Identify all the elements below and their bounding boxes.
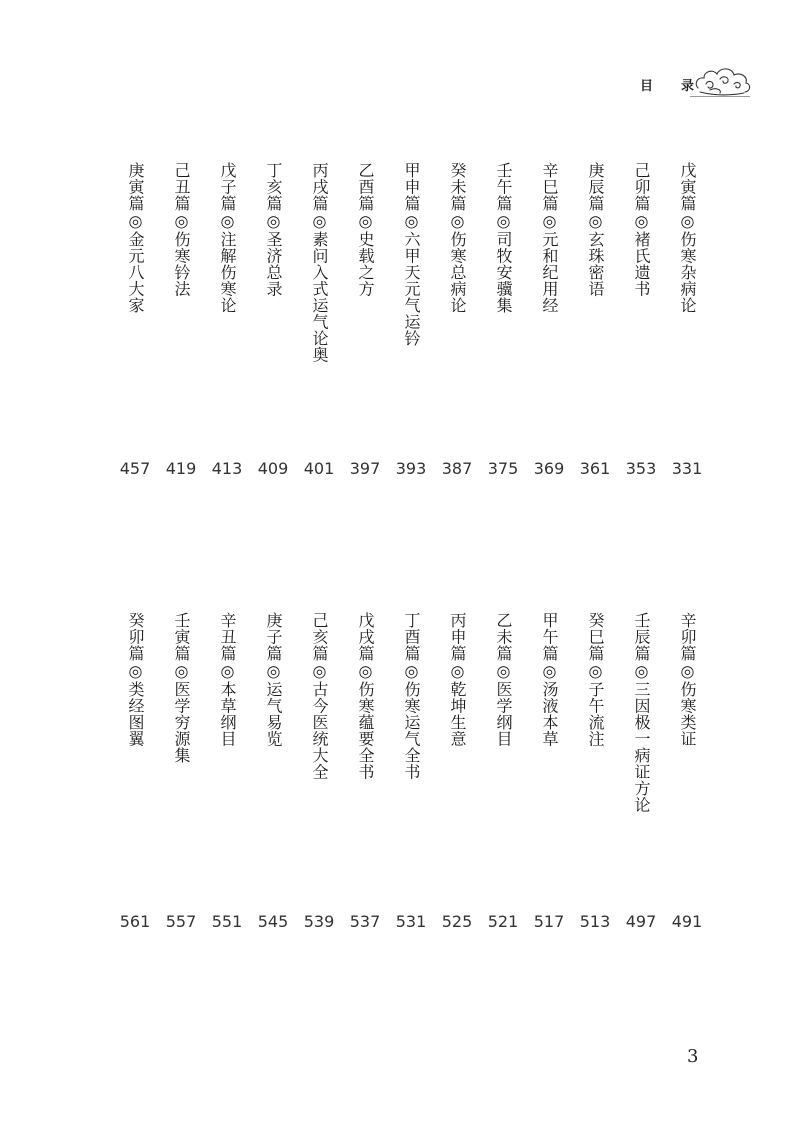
toc-entry-title: 壬午篇◎司牧安骥集	[494, 162, 513, 314]
toc-entry-title: 甲午篇◎汤液本草	[540, 612, 559, 747]
toc-entry-title: 丙戌篇◎素问入式运气论奥	[310, 162, 329, 363]
toc-entry-page: 393	[395, 459, 427, 478]
toc-entry[interactable]	[211, 612, 243, 931]
toc-entry-title: 戊子篇◎注解伤寒论	[218, 162, 237, 314]
toc-entry[interactable]	[257, 162, 289, 478]
toc-entry-title: 丙申篇◎乾坤生意	[448, 612, 467, 747]
toc-entry[interactable]	[579, 612, 611, 931]
toc-entry-title: 辛丑篇◎本草纲目	[218, 612, 237, 747]
toc-entry-page: 551	[211, 912, 243, 931]
toc-entry-title: 戊寅篇◎伤寒杂病论	[678, 162, 697, 314]
toc-entry[interactable]	[303, 612, 335, 931]
toc-header-char-1: 目	[640, 78, 654, 94]
toc-entry-title: 戊戌篇◎伤寒蕴要全书	[356, 612, 375, 780]
toc-entry[interactable]	[671, 162, 703, 478]
toc-entry[interactable]	[625, 612, 657, 931]
toc-entry-title: 己丑篇◎伤寒钤法	[172, 162, 191, 297]
toc-entry-page: 525	[441, 912, 473, 931]
toc-entry[interactable]	[441, 162, 473, 478]
page-number: 3	[687, 1046, 699, 1067]
toc-entry-title: 癸卯篇◎类经图翼	[126, 612, 145, 747]
toc-entry[interactable]	[533, 612, 565, 931]
toc-entry-page: 401	[303, 459, 335, 478]
toc-entry-page: 413	[211, 459, 243, 478]
toc-entry-page: 369	[533, 459, 565, 478]
toc-entry-title: 丁酉篇◎伤寒运气全书	[402, 612, 421, 780]
toc-entry[interactable]	[579, 162, 611, 478]
toc-entry-page: 557	[165, 912, 197, 931]
toc-entry-title: 乙酉篇◎史载之方	[356, 162, 375, 297]
toc-entry[interactable]	[441, 612, 473, 931]
toc-entry[interactable]	[533, 162, 565, 478]
toc-entry-page: 361	[579, 459, 611, 478]
toc-entry-page: 497	[625, 912, 657, 931]
toc-entry-page: 537	[349, 912, 381, 931]
toc-entry-page: 545	[257, 912, 289, 931]
toc-entry[interactable]	[349, 612, 381, 931]
toc-entry-title: 辛卯篇◎伤寒类证	[678, 612, 697, 747]
toc-entry-title: 甲申篇◎六甲天元气运钤	[402, 162, 421, 347]
toc-entry-page: 521	[487, 912, 519, 931]
toc-entry-page: 409	[257, 459, 289, 478]
toc-entry[interactable]	[119, 162, 151, 478]
toc-entry[interactable]	[395, 162, 427, 478]
toc-entry[interactable]	[119, 612, 151, 931]
toc-entry-title: 庚辰篇◎玄珠密语	[586, 162, 605, 297]
toc-entry[interactable]	[395, 612, 427, 931]
toc-entry-page: 457	[119, 459, 151, 478]
toc-entry-page: 561	[119, 912, 151, 931]
toc-entry-title: 壬寅篇◎医学穷源集	[172, 612, 191, 764]
toc-entry[interactable]	[257, 612, 289, 931]
toc-entry-title: 己亥篇◎古今医统大全	[310, 612, 329, 780]
toc-entry-page: 491	[671, 912, 703, 931]
toc-entry-title: 庚寅篇◎金元八大家	[126, 162, 145, 314]
toc-entry-page: 539	[303, 912, 335, 931]
toc-entry-page: 419	[165, 459, 197, 478]
toc-entry-page: 517	[533, 912, 565, 931]
toc-entry-title: 壬辰篇◎三因极一病证方论	[632, 612, 651, 813]
toc-entry-title: 丁亥篇◎圣济总录	[264, 162, 283, 297]
toc-entry[interactable]	[671, 612, 703, 931]
cloud-ornament-icon	[692, 60, 754, 102]
toc-header-char-2: 录	[680, 78, 694, 94]
toc-entry-page: 375	[487, 459, 519, 478]
toc-entry[interactable]	[165, 162, 197, 478]
toc-entry[interactable]	[487, 612, 519, 931]
toc-entry-title: 乙未篇◎医学纲目	[494, 612, 513, 747]
toc-entry-page: 531	[395, 912, 427, 931]
toc-header	[640, 74, 694, 94]
toc-entry-title: 己卯篇◎褚氏遗书	[632, 162, 651, 297]
toc-entry[interactable]	[487, 162, 519, 478]
toc-entry-page: 513	[579, 912, 611, 931]
toc-entry[interactable]	[349, 162, 381, 478]
toc-entry-page: 331	[671, 459, 703, 478]
toc-entry[interactable]	[211, 162, 243, 478]
toc-entry[interactable]	[625, 162, 657, 478]
toc-entry-title: 庚子篇◎运气易览	[264, 612, 283, 747]
toc-entry-page: 397	[349, 459, 381, 478]
toc-entry-page: 387	[441, 459, 473, 478]
toc-entry-title: 辛巳篇◎元和纪用经	[540, 162, 559, 314]
toc-entry[interactable]	[303, 162, 335, 478]
toc-entry-title: 癸巳篇◎子午流注	[586, 612, 605, 747]
toc-entry-page: 353	[625, 459, 657, 478]
toc-entry[interactable]	[165, 612, 197, 931]
toc-entry-title: 癸未篇◎伤寒总病论	[448, 162, 467, 314]
